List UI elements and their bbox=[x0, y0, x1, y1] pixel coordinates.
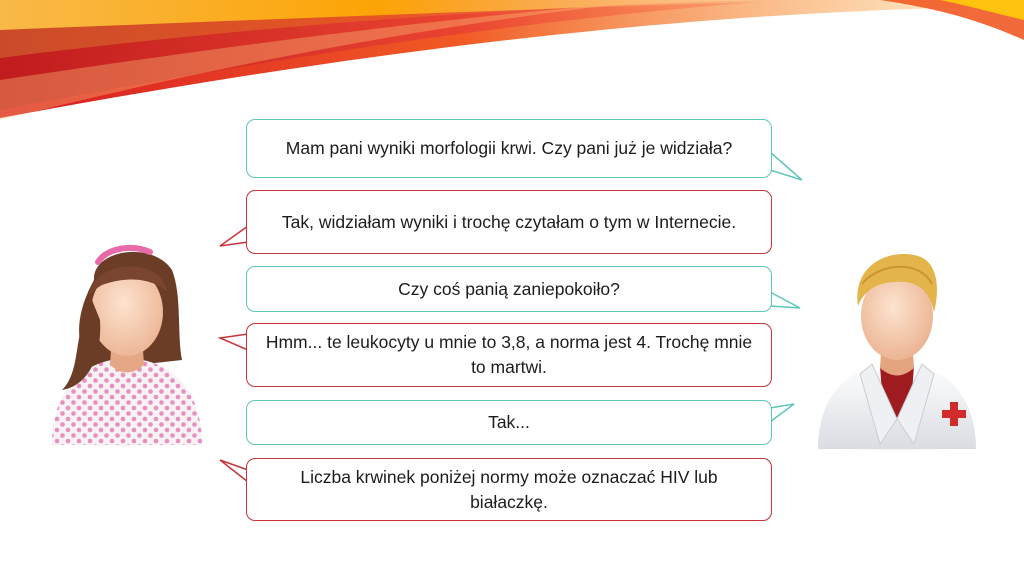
dialogue-text: Liczba krwinek poniżej normy może oznaczać HIV lub białaczkę. bbox=[300, 466, 718, 512]
bubble-tail bbox=[770, 288, 804, 312]
speech-bubble-doctor bbox=[246, 119, 772, 178]
dialogue-text: Czy coś panią zaniepokoiło? bbox=[398, 278, 620, 299]
dialogue-text: Hmm... te leukocyty u mnie to 3,8, a norma jest 4. Trochę mnie to martwi. bbox=[265, 332, 753, 377]
speech-bubble-patient bbox=[246, 323, 772, 387]
speech-bubble-patient bbox=[246, 190, 772, 254]
speech-bubble-patient bbox=[246, 458, 772, 521]
dialogue-text: Tak... bbox=[488, 412, 530, 432]
bubble-tail bbox=[770, 400, 798, 430]
dialogue-text: Tak, widziałam wyniki i trochę czytałam o tym w Internecie. bbox=[281, 211, 737, 232]
bubble-tail bbox=[770, 150, 810, 185]
doctor-avatar-icon bbox=[800, 244, 995, 454]
speech-bubble-doctor bbox=[246, 400, 772, 445]
decorative-banner bbox=[0, 0, 1024, 130]
speech-bubble-doctor bbox=[246, 266, 772, 312]
patient-avatar-icon bbox=[32, 240, 222, 450]
dialogue-text: Mam pani wyniki morfologii krwi. Czy pani już je widziała? bbox=[285, 138, 733, 158]
